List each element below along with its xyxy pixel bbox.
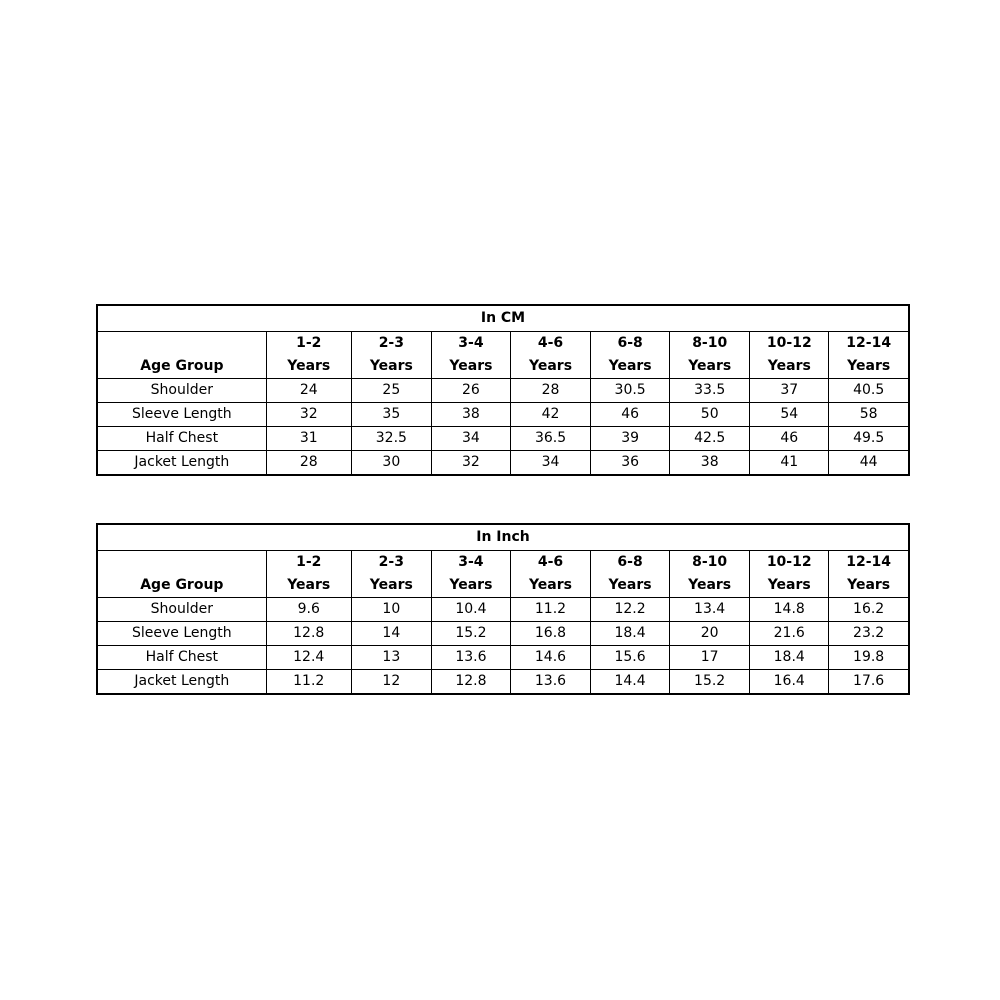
- table-cell: 50: [670, 403, 750, 427]
- table-title: In CM: [97, 305, 909, 332]
- table-cell: 38: [670, 451, 750, 476]
- table-cell: 12.4: [266, 646, 351, 670]
- table-cell: 21.6: [750, 622, 829, 646]
- table-cell: 15.2: [431, 622, 510, 646]
- column-header: 12-14 Years: [829, 332, 909, 379]
- column-header: 1-2 Years: [266, 551, 351, 598]
- size-chart-inch-table: [96, 523, 910, 695]
- table-cell: 11.2: [266, 670, 351, 695]
- table-cell: 26: [431, 379, 510, 403]
- table-cell: 13: [351, 646, 431, 670]
- table-cell: 14.8: [750, 598, 829, 622]
- column-header: 4-6 Years: [510, 332, 590, 379]
- table-cell: 30: [351, 451, 431, 476]
- row-label: Half Chest: [97, 427, 266, 451]
- row-label: Shoulder: [97, 598, 266, 622]
- table-cell: 30.5: [591, 379, 670, 403]
- table-cell: 38: [431, 403, 510, 427]
- table-row: [97, 646, 909, 670]
- column-header: 6-8 Years: [591, 551, 670, 598]
- table-cell: 18.4: [591, 622, 670, 646]
- table-cell: 28: [266, 451, 351, 476]
- table-cell: 34: [431, 427, 510, 451]
- row-label: Sleeve Length: [97, 403, 266, 427]
- row-label: Shoulder: [97, 379, 266, 403]
- table-cell: 16.2: [829, 598, 909, 622]
- table-cell: 36.5: [510, 427, 590, 451]
- table-cell: 15.2: [670, 670, 750, 695]
- column-header: 8-10 Years: [670, 551, 750, 598]
- table-cell: 39: [591, 427, 670, 451]
- table-cell: 20: [670, 622, 750, 646]
- column-header: 3-4 Years: [431, 332, 510, 379]
- table-cell: 10.4: [431, 598, 510, 622]
- column-header: 1-2 Years: [266, 332, 351, 379]
- table-cell: 19.8: [829, 646, 909, 670]
- table-cell: 12.2: [591, 598, 670, 622]
- column-header: 10-12 Years: [750, 551, 829, 598]
- table-cell: 12.8: [431, 670, 510, 695]
- table-cell: 32: [431, 451, 510, 476]
- column-header: 12-14 Years: [829, 551, 909, 598]
- column-header: 2-3 Years: [351, 332, 431, 379]
- column-header: 8-10 Years: [670, 332, 750, 379]
- table-cell: 14.6: [510, 646, 590, 670]
- column-header: 4-6 Years: [510, 551, 590, 598]
- table-cell: 35: [351, 403, 431, 427]
- row-header-label: Age Group: [97, 551, 266, 598]
- table-cell: 32.5: [351, 427, 431, 451]
- row-label: Jacket Length: [97, 670, 266, 695]
- table-cell: 46: [591, 403, 670, 427]
- table-cell: 17.6: [829, 670, 909, 695]
- table-cell: 44: [829, 451, 909, 476]
- table-row: [97, 622, 909, 646]
- table-cell: 16.4: [750, 670, 829, 695]
- table-cell: 42: [510, 403, 590, 427]
- table-cell: 58: [829, 403, 909, 427]
- table-row: [97, 598, 909, 622]
- row-label: Half Chest: [97, 646, 266, 670]
- column-header: 3-4 Years: [431, 551, 510, 598]
- table-cell: 9.6: [266, 598, 351, 622]
- size-chart-cm-table: [96, 304, 910, 476]
- column-header: 10-12 Years: [750, 332, 829, 379]
- table-cell: 16.8: [510, 622, 590, 646]
- table-cell: 18.4: [750, 646, 829, 670]
- table-cell: 14: [351, 622, 431, 646]
- table-cell: 37: [750, 379, 829, 403]
- table-cell: 46: [750, 427, 829, 451]
- table-row: [97, 379, 909, 403]
- table-cell: 36: [591, 451, 670, 476]
- table-cell: 33.5: [670, 379, 750, 403]
- table-row: [97, 451, 909, 476]
- table-row: [97, 427, 909, 451]
- table-cell: 49.5: [829, 427, 909, 451]
- table-cell: 34: [510, 451, 590, 476]
- table-cell: 13.4: [670, 598, 750, 622]
- column-header: 6-8 Years: [591, 332, 670, 379]
- table-cell: 31: [266, 427, 351, 451]
- table-cell: 28: [510, 379, 590, 403]
- row-header-label: Age Group: [97, 332, 266, 379]
- column-header: 2-3 Years: [351, 551, 431, 598]
- table-cell: 54: [750, 403, 829, 427]
- table-cell: 13.6: [510, 670, 590, 695]
- table-cell: 13.6: [431, 646, 510, 670]
- table-row: [97, 403, 909, 427]
- table-cell: 12: [351, 670, 431, 695]
- table-cell: 12.8: [266, 622, 351, 646]
- table-title: In Inch: [97, 524, 909, 551]
- table-row: [97, 670, 909, 695]
- table-cell: 24: [266, 379, 351, 403]
- table-cell: 14.4: [591, 670, 670, 695]
- table-cell: 41: [750, 451, 829, 476]
- row-label: Jacket Length: [97, 451, 266, 476]
- table-cell: 17: [670, 646, 750, 670]
- table-cell: 23.2: [829, 622, 909, 646]
- table-cell: 25: [351, 379, 431, 403]
- table-cell: 15.6: [591, 646, 670, 670]
- row-label: Sleeve Length: [97, 622, 266, 646]
- table-cell: 40.5: [829, 379, 909, 403]
- table-cell: 11.2: [510, 598, 590, 622]
- table-cell: 42.5: [670, 427, 750, 451]
- table-cell: 32: [266, 403, 351, 427]
- table-cell: 10: [351, 598, 431, 622]
